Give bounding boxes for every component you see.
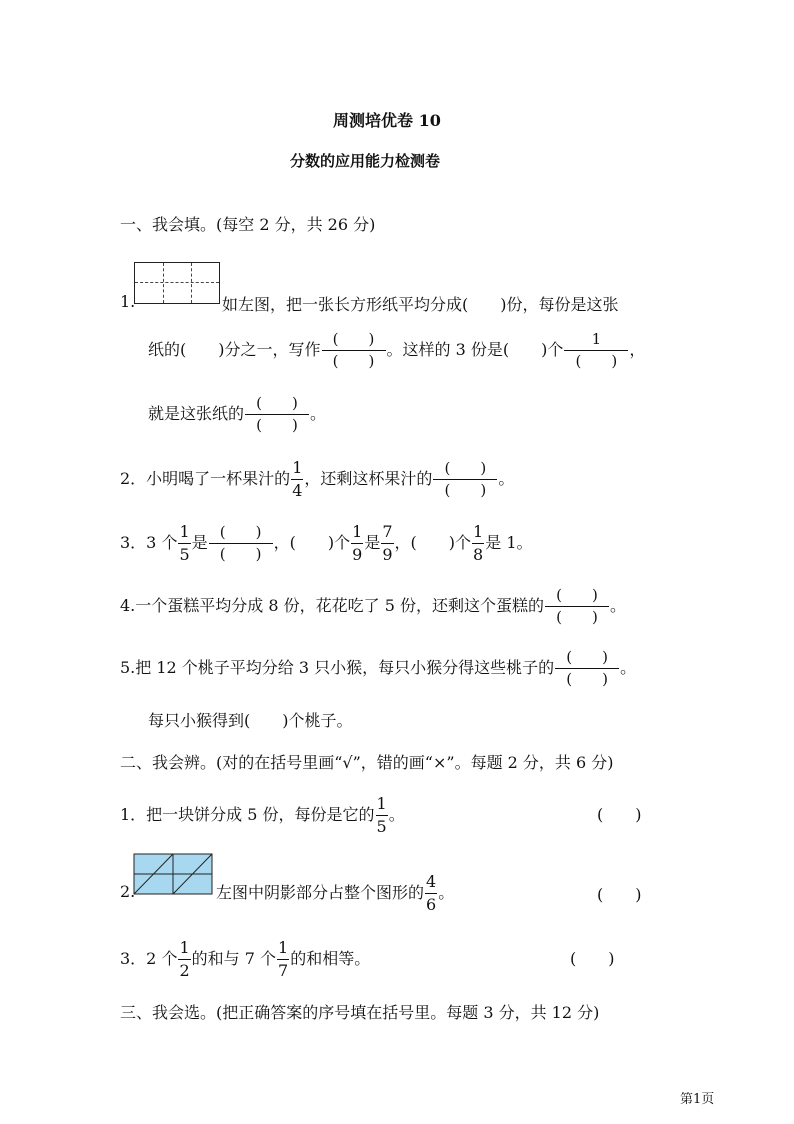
q2-1: [120, 796, 405, 835]
q1-5-text-b: 。: [620, 658, 637, 677]
fraction: [291, 460, 303, 499]
fraction-numerator: 1: [473, 522, 484, 541]
section-3-heading: 三、我会选。(把正确答案的序号填在括号里。每题 3 分，共 12 分): [120, 1003, 600, 1022]
rectangle-paper-figure: [134, 262, 220, 304]
q2-1-text-b: 。: [388, 805, 405, 824]
fraction-denominator: 6: [426, 895, 437, 914]
q1-1-line1: 如左图，把一张长方形纸平均分成( )份，每份是这张: [222, 295, 619, 314]
fraction: [381, 524, 393, 563]
fraction-denominator: 2: [179, 961, 190, 980]
q1-1-text-b: 。这样的 3 份是( )个: [386, 340, 564, 359]
q2-3-text-a: 3．2 个: [120, 949, 178, 968]
page-title: 周测培优卷 10: [333, 111, 441, 130]
answer-paren[interactable]: ( ): [570, 949, 615, 968]
fraction-denominator: 9: [382, 545, 393, 564]
fraction: [376, 796, 388, 835]
q1-2-text-b: ，还剩这杯果汁的: [304, 469, 433, 488]
fraction-numerator: ( ): [219, 523, 262, 541]
fraction-denominator: ( ): [219, 545, 262, 563]
fraction: [277, 940, 289, 979]
q2-2-text-b: 。: [438, 883, 455, 902]
q1-1-text-c: ，: [629, 340, 646, 359]
fraction-numerator: 1: [278, 938, 289, 957]
fraction-blank: [555, 650, 619, 687]
fraction-numerator: 1: [179, 938, 190, 957]
fraction-numerator: ( ): [556, 586, 598, 604]
q1-4-text-b: 。: [609, 596, 626, 615]
fraction-blank: [209, 525, 273, 562]
q2-2-number: 2.: [120, 882, 136, 901]
fraction-denominator: 9: [352, 545, 363, 564]
fraction-blank: [245, 396, 309, 433]
fraction-numerator: ( ): [332, 330, 375, 348]
fraction-numerator: 1: [179, 522, 190, 541]
fraction-denominator: ( ): [566, 670, 609, 688]
fraction-blank: [545, 588, 609, 625]
fraction-one-over-blank: [564, 332, 628, 369]
fraction-numerator: 1: [376, 794, 387, 813]
fraction-blank: [433, 461, 497, 498]
shaded-figure: [133, 853, 215, 897]
fraction-numerator: 1: [591, 330, 602, 348]
q1-3-text-d: 是: [364, 533, 381, 552]
q1-1-line2: [148, 332, 645, 369]
q1-3: [120, 524, 533, 563]
q1-4-text-a: 4.一个蛋糕平均分成 8 份，花花吃了 5 份，还剩这个蛋糕的: [120, 596, 544, 615]
q2-3: [120, 940, 370, 979]
q1-3-text-e: ，( )个: [394, 533, 472, 552]
q2-3-text-b: 的和与 7 个: [191, 949, 276, 968]
fraction-denominator: 7: [278, 961, 289, 980]
q2-1-text-a: 1．把一块饼分成 5 份，每份是它的: [120, 805, 375, 824]
fraction-numerator: ( ): [444, 459, 487, 477]
q1-3-text-b: 是: [191, 533, 208, 552]
fraction-denominator: 5: [179, 545, 190, 564]
fraction: [351, 524, 363, 563]
fraction-denominator: 8: [473, 545, 484, 564]
q1-1-number: 1.: [120, 292, 136, 311]
fraction-denominator: ( ): [575, 352, 618, 370]
q1-1-text-e: 。: [310, 404, 327, 423]
q1-2-text-c: 。: [498, 469, 515, 488]
q1-3-text-a: 3．3 个: [120, 533, 178, 552]
fraction: [178, 524, 190, 563]
q2-2: [216, 874, 454, 913]
answer-paren[interactable]: ( ): [597, 805, 642, 824]
fraction: [472, 524, 484, 563]
q2-2-text-a: 左图中阴影部分占整个图形的: [216, 883, 425, 902]
fraction-denominator: ( ): [556, 608, 598, 626]
fraction-denominator: 5: [376, 817, 387, 836]
q2-3-text-c: 的和相等。: [290, 949, 371, 968]
fraction-numerator: ( ): [566, 648, 609, 666]
q1-2: [120, 460, 514, 499]
fraction: [425, 874, 437, 913]
fraction-denominator: ( ): [256, 416, 298, 434]
fraction-numerator: 1: [352, 522, 363, 541]
fraction-denominator: ( ): [444, 481, 487, 499]
page-number: 第1页: [680, 1092, 715, 1107]
q1-1-text-d: 就是这张纸的: [148, 404, 245, 423]
fraction-numerator: ( ): [256, 394, 298, 412]
q1-2-text-a: 2．小明喝了一杯果汁的: [120, 469, 291, 488]
q1-5-line2: 每只小猴得到( )个桃子。: [148, 711, 353, 730]
fraction-blank: [322, 332, 386, 369]
fraction-numerator: 7: [382, 522, 393, 541]
q1-1-text-a: 纸的( )分之一，写作: [148, 340, 321, 359]
section-1-heading: 一、我会填。(每空 2 分，共 26 分): [120, 215, 376, 234]
page-subtitle: 分数的应用能力检测卷: [290, 152, 441, 170]
fraction-denominator: ( ): [332, 352, 375, 370]
fraction-denominator: 4: [292, 481, 303, 500]
answer-paren[interactable]: ( ): [597, 885, 642, 904]
q1-1-line3: [148, 396, 326, 433]
fraction-numerator: 1: [292, 458, 303, 477]
q1-5-text-a: 5.把 12 个桃子平均分给 3 只小猴，每只小猴分得这些桃子的: [120, 658, 555, 677]
q1-3-text-c: ，( )个: [273, 533, 351, 552]
q1-5: [120, 650, 636, 687]
q1-3-text-f: 是 1。: [485, 533, 533, 552]
fraction-numerator: 4: [426, 872, 437, 891]
q1-4: [120, 588, 626, 625]
section-2-heading: 二、我会辨。(对的在括号里画“√”，错的画“×”。每题 2 分，共 6 分): [120, 753, 614, 772]
fraction: [178, 940, 190, 979]
